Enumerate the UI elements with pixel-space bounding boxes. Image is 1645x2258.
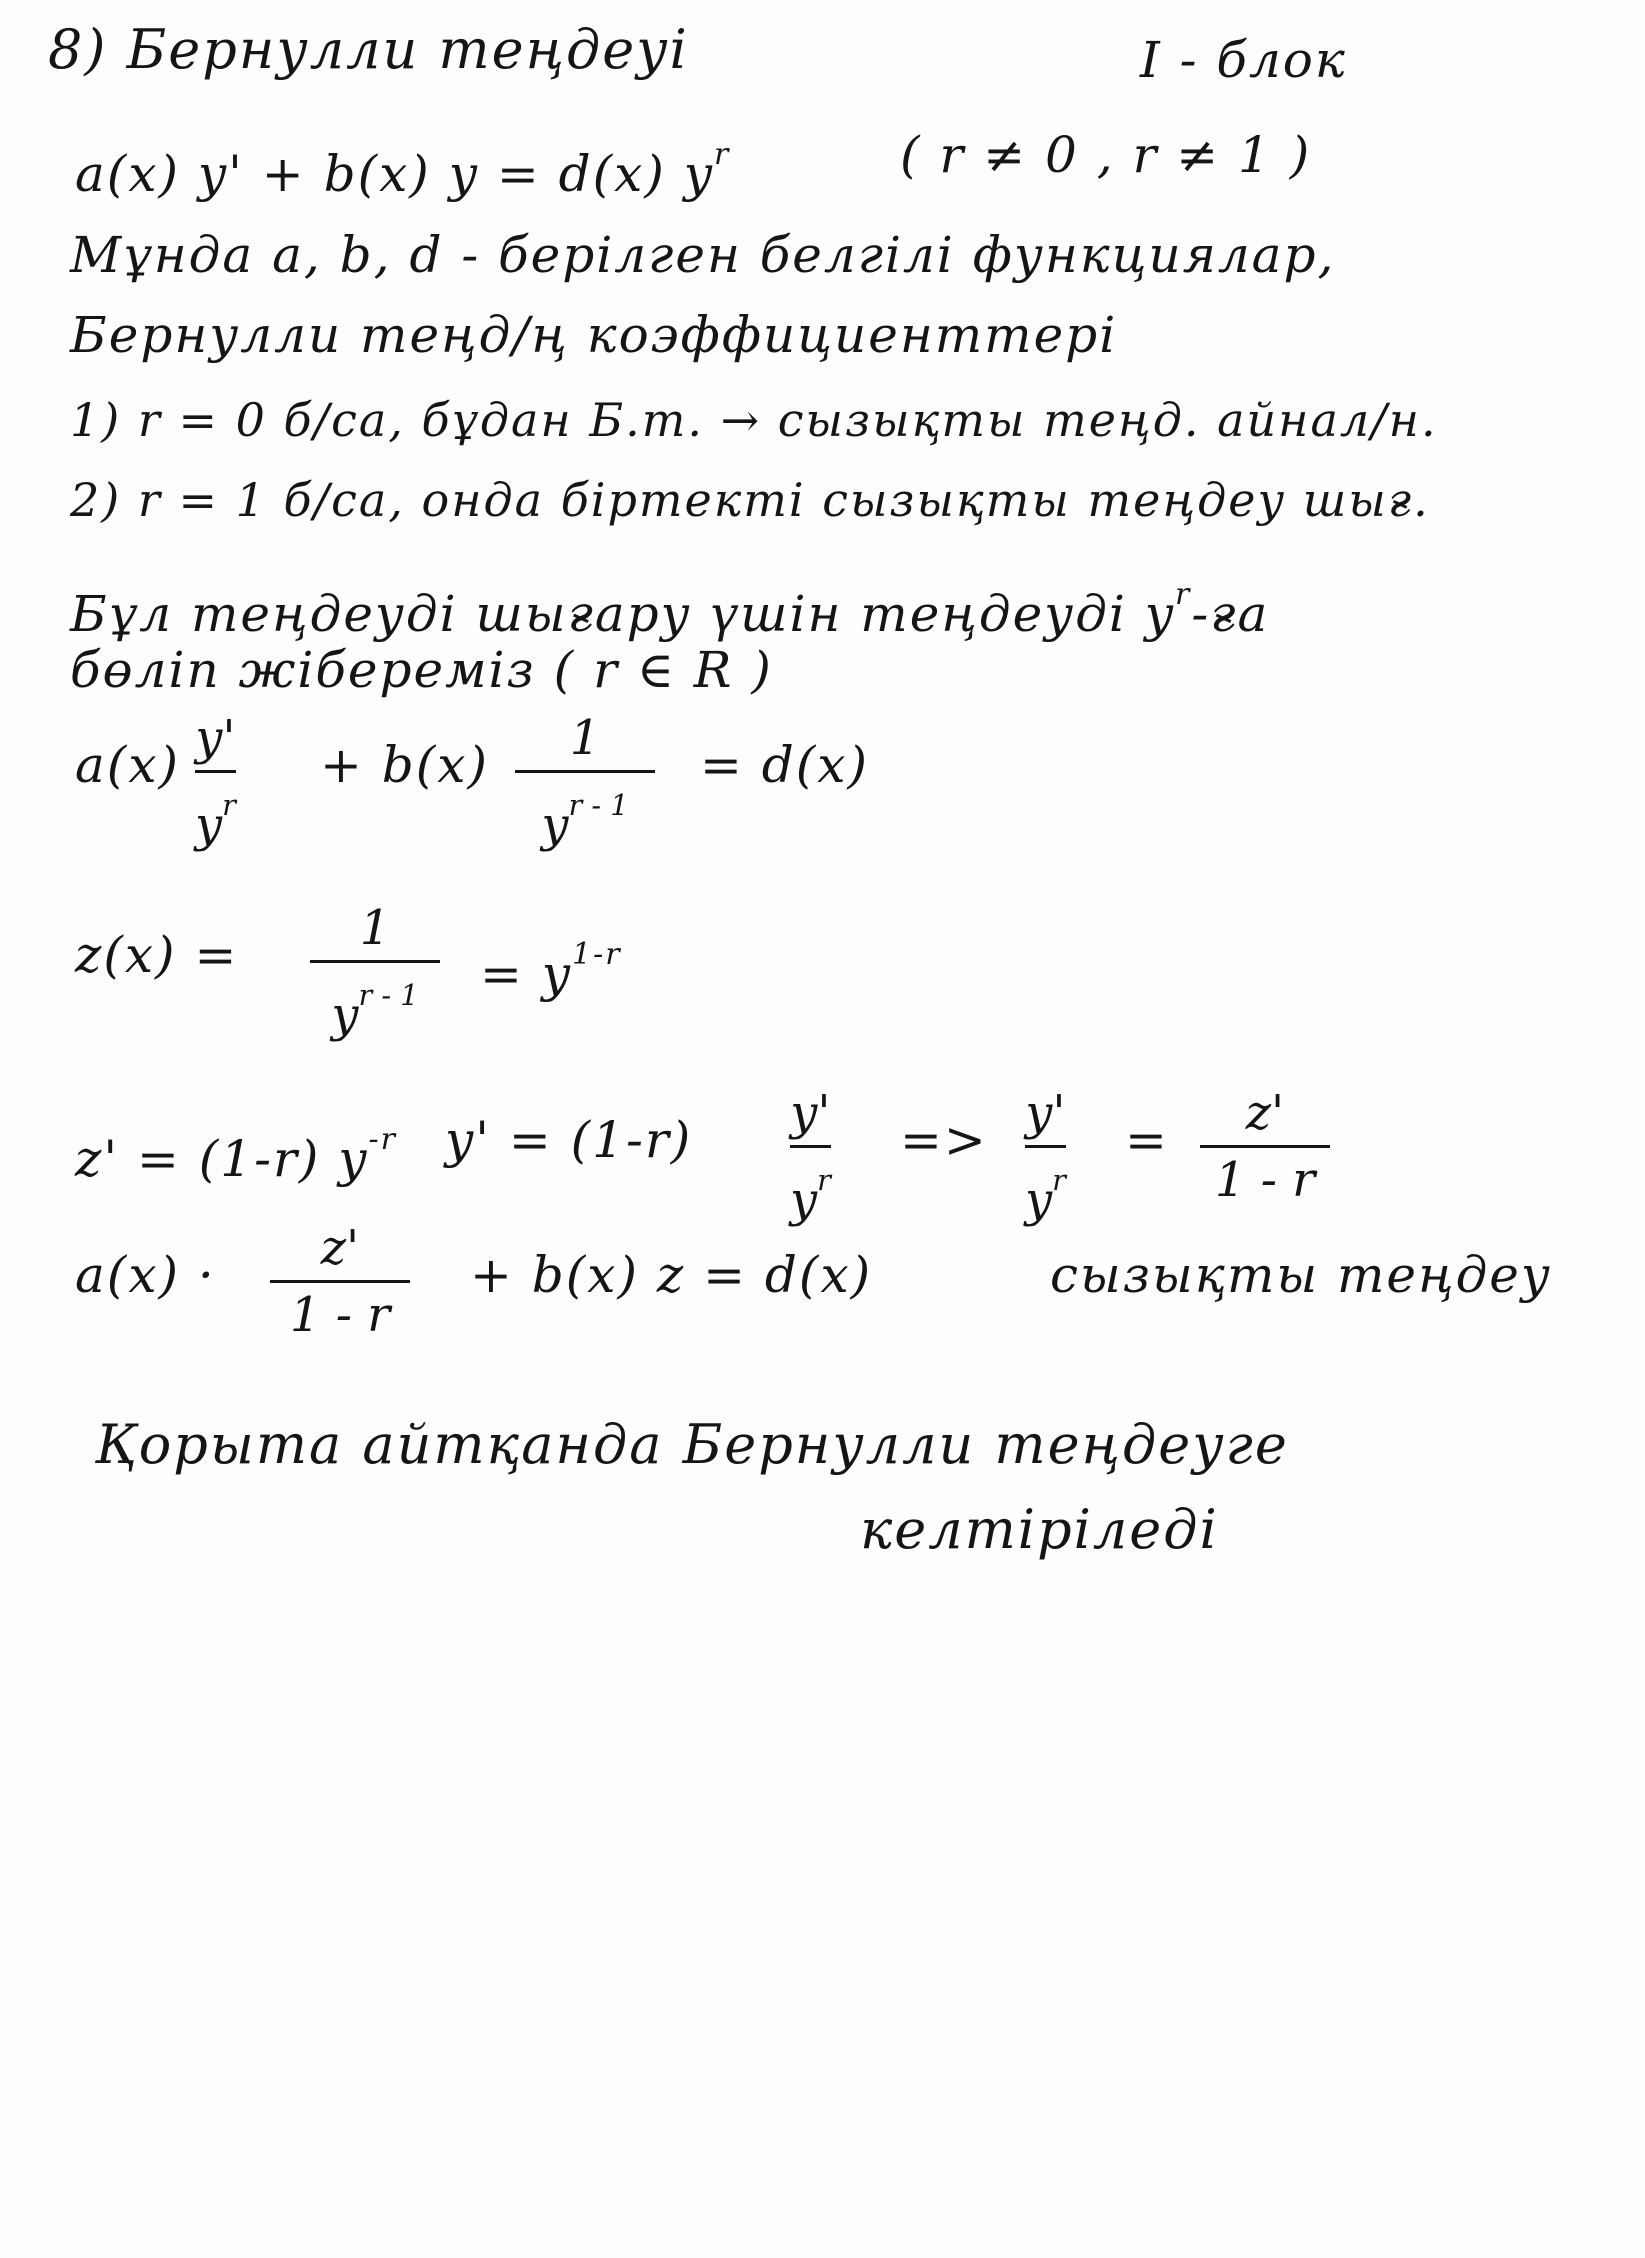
where-line: Мұнда a, b, d - берілген белгілі функциялар, (70, 226, 1336, 284)
solve-text: Бұл теңдеуді шығару үшін теңдеуді y (70, 585, 1176, 643)
solve-suffix: -ға (1191, 585, 1270, 643)
z-def-fraction (310, 900, 440, 1043)
divided-eq-fraction-2-num: 1 (569, 710, 601, 766)
divided-eq-rhs: = d(x) (700, 736, 870, 794)
z-def-lhs: z(x) = (75, 926, 239, 984)
z-prime-fraction-1-den (790, 1152, 831, 1228)
z-prime-fraction-1-num: y' (790, 1085, 831, 1141)
fraction-bar (310, 960, 440, 963)
fraction-bar (515, 770, 655, 773)
z-prime-lhs-exponent: -r (368, 1122, 398, 1157)
z-def-fraction-num: 1 (359, 900, 391, 956)
fraction-den-base: y (541, 796, 569, 853)
z-def-rhs-exponent: 1-r (572, 937, 622, 972)
fraction-den-base: y (331, 986, 359, 1043)
fraction-den-exponent: r - 1 (358, 978, 419, 1012)
main-equation (75, 125, 730, 204)
fraction-bar (790, 1145, 831, 1148)
z-prime-fraction-2-den (1025, 1152, 1066, 1228)
z-prime-lhs-text: z' = (1-r) y (75, 1130, 369, 1188)
z-prime-fraction-3 (1200, 1085, 1330, 1208)
z-prime-fraction-2 (1025, 1085, 1066, 1228)
divided-eq-fraction-1-num: y' (195, 710, 236, 766)
fraction-den-exponent: r - 1 (568, 788, 629, 822)
fraction-den-base: y (1025, 1171, 1053, 1228)
fraction-bar (195, 770, 236, 773)
fraction-bar (1200, 1145, 1330, 1148)
z-prime-fraction-3-num: z' (1245, 1085, 1285, 1141)
z-def-rhs-text: = y (480, 945, 573, 1003)
linear-eq-a: a(x) · (75, 1246, 216, 1304)
fraction-bar (1025, 1145, 1066, 1148)
linear-eq-rest: + b(x) z = d(x) (470, 1246, 873, 1304)
main-equation-text: a(x) y' + b(x) y = d(x) y (75, 145, 714, 203)
fraction-den-exponent: r (1052, 1163, 1066, 1197)
z-prime-mid: y' = (1-r) (445, 1111, 693, 1169)
fraction-den-base: y (195, 796, 223, 853)
main-equation-exponent: r (714, 137, 731, 172)
divided-eq-fraction-1 (195, 710, 236, 853)
page-title: 8) Бернулли теңдеуі (48, 18, 689, 81)
z-prime-fraction-1 (790, 1085, 831, 1228)
z-def-rhs (480, 925, 622, 1004)
divided-eq-fraction-2 (515, 710, 655, 853)
implies-arrow: => (900, 1111, 988, 1169)
linear-eq-fraction (270, 1220, 410, 1343)
fraction-den-base: y (790, 1171, 818, 1228)
divided-eq-b: + b(x) (320, 736, 490, 794)
equation-condition: ( r ≠ 0 , r ≠ 1 ) (900, 126, 1312, 184)
divided-eq-fraction-1-den (195, 777, 236, 853)
fraction-den-exponent: r (817, 1163, 831, 1197)
solve-line (70, 565, 1269, 644)
z-prime-lhs (75, 1110, 397, 1189)
z-prime-equals: = (1125, 1111, 1169, 1169)
divide-line: бөліп жібереміз ( r ∈ R ) (70, 641, 773, 699)
solve-exponent: r (1175, 577, 1192, 612)
fraction-den-exponent: r (222, 788, 236, 822)
case-one-line: 1) r = 0 б/са, бұдан Б.т. → сызықты теңд. айнал/н. (70, 393, 1438, 447)
divided-eq-a: a(x) (75, 736, 181, 794)
linear-eq-fraction-num: z' (320, 1220, 360, 1276)
block-label: I - блок (1140, 31, 1347, 89)
linear-eq-label: сызықты теңдеу (1050, 1246, 1552, 1304)
case-two-line: 2) r = 1 б/са, онда біртекті сызықты теңдеу шығ. (70, 473, 1430, 527)
conclusion-line-2: келтіріледі (860, 1498, 1219, 1561)
z-prime-fraction-3-den: 1 - r (1214, 1152, 1316, 1208)
divided-eq-fraction-2-den (541, 777, 628, 853)
linear-eq-fraction-den: 1 - r (289, 1287, 391, 1343)
conclusion-line: Қорыта айтқанда Бернулли теңдеуге (95, 1413, 1289, 1476)
z-prime-fraction-2-num: y' (1025, 1085, 1066, 1141)
z-def-fraction-den (331, 967, 418, 1043)
coefficients-line: Бернулли теңд/ң коэффициенттері (70, 306, 1118, 364)
fraction-bar (270, 1280, 410, 1283)
